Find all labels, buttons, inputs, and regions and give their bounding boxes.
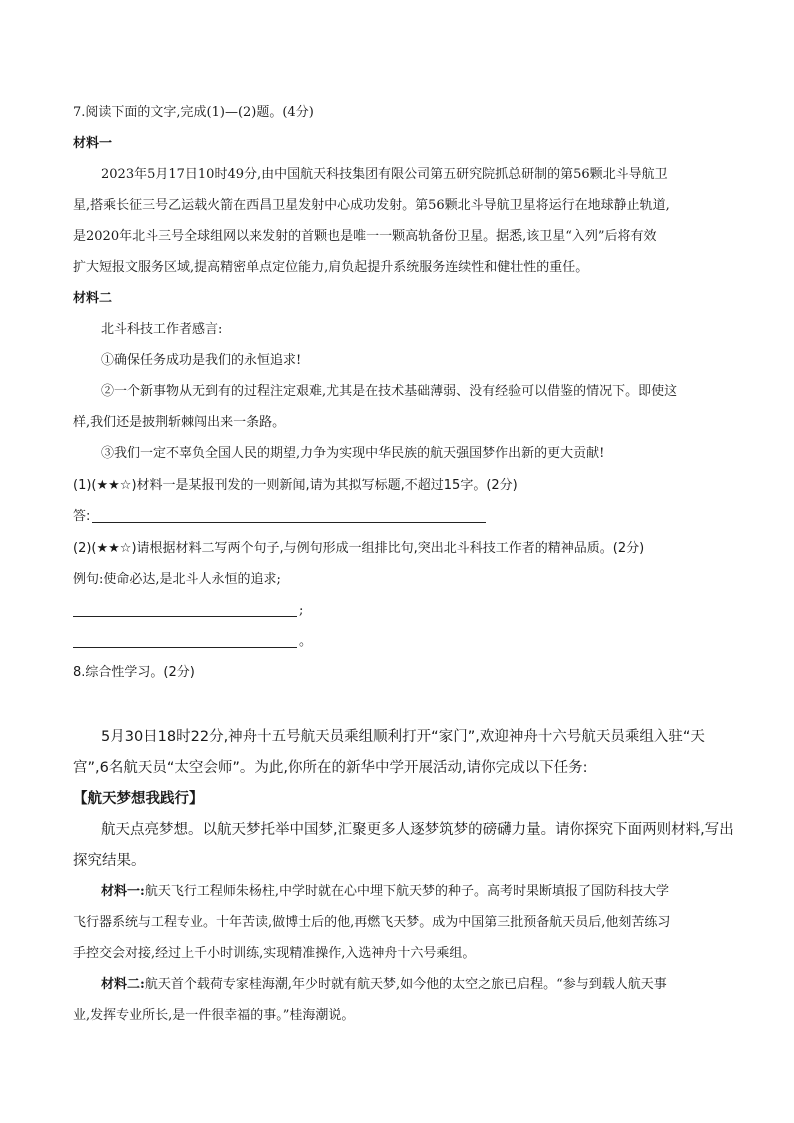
q7-material2-intro: 北斗科技工作者感言: <box>101 322 223 337</box>
q8-material1-line-1 <box>101 883 723 901</box>
q7-material1-line-4: 扩大短报文服务区域,提高精密单点定位能力,肩负起提升系统服务连续性和健壮性的重任。 <box>73 260 589 275</box>
q7-sub-question-1: (1)(★★☆)材料一是某报刊发的一则新闻,请为其拟写标题,不超过15字。(2分) <box>73 478 518 493</box>
q8-material1-line-3: 手控交会对接,经过上千小时训练,实现精准操作,入选神舟十六号乘组。 <box>73 946 476 961</box>
q8-material1-text-1: 航天飞行工程师朱杨柱,中学时就在心中埋下航天梦的种子。高考时果断填报了国防科技大学 <box>144 884 669 899</box>
q8-material2-text-1: 航天首个载荷专家桂海潮,年少时就有航天梦,如今他的太空之旅已启程。“参与到载人航天事 <box>144 977 667 992</box>
q8-material2-label: 材料二: <box>101 977 145 992</box>
q8-task-line-1: 航天点亮梦想。以航天梦托举中国梦,汇聚更多人逐梦筑梦的磅礴力量。请你探究下面两则材料,写出 <box>101 822 734 838</box>
q7-material2-item-3: ③我们一定不辜负全国人民的期望,力争为实现中华民族的航天强国梦作出新的更大贡献! <box>101 446 605 461</box>
q7-header: 7.阅读下面的文字,完成(1)—(2)题。(4分) <box>73 105 314 120</box>
q8-material1-line-2: 飞行器系统与工程专业。十年苦读,做博士后的他,再燃飞天梦。成为中国第三批预备航天员后,他刻苦练习 <box>73 915 671 930</box>
q8-material1-label: 材料一: <box>101 884 145 899</box>
q8-section-title: 【航天梦想我践行】 <box>73 791 204 807</box>
q8-header: 8.综合性学习。(2分) <box>73 665 195 680</box>
q7-material2-title: 材料二 <box>73 291 113 306</box>
q8-task-line-2: 探究结果。 <box>73 853 146 869</box>
q7-material1-line-3: 是2020年北斗三号全球组网以来发射的首颗也是唯一一颗高轨备份卫星。据悉,该卫星“入列”后将有效 <box>73 229 657 244</box>
q7-sub-question-2: (2)(★★☆)请根据材料二写两个句子,与例句形成一组排比句,突出北斗科技工作者的精神品质。(2分) <box>73 541 645 556</box>
q8-material2-line-2: 业,发挥专业所长,是一件很幸福的事。”桂海潮说。 <box>73 1008 355 1023</box>
q7-material1-title: 材料一 <box>73 136 113 151</box>
q8-intro-line-1: 5月30日18时22分,神舟十五号航天员乘组顺利打开“家门”,欢迎神舟十六号航天员乘组入驻“天 <box>101 729 705 745</box>
q7-material2-item-2-line-2: 样,我们还是披荆斩棘闯出来一条路。 <box>73 415 286 430</box>
q7-blank-2-punct: 。 <box>299 634 313 649</box>
q7-answer-label: 答: <box>73 509 91 524</box>
q7-material1-line-2: 星,搭乘长征三号乙运载火箭在西昌卫星发射中心成功发射。第56颗北斗导航卫星将运行在地球静止轨道, <box>73 198 670 213</box>
q7-material2-item-1: ①确保任务成功是我们的永恒追求! <box>101 353 302 368</box>
q7-example-sentence: 例句:使命必达,是北斗人永恒的追求; <box>73 572 281 587</box>
q8-intro-line-2: 宫”,6名航天员“太空会师”。为此,你所在的新华中学开展活动,请你完成以下任务: <box>73 760 588 776</box>
q7-blank-1[interactable] <box>73 616 297 617</box>
q7-material2-item-2-line-1: ②一个新事物从无到有的过程注定艰难,尤其是在技术基础薄弱、没有经验可以借鉴的情况下。即使这 <box>101 384 678 399</box>
q7-answer-blank[interactable] <box>92 522 486 523</box>
q7-material1-line-1: 2023年5月17日10时49分,由中国航天科技集团有限公司第五研究院抓总研制的第56颗北斗导航卫 <box>101 167 668 182</box>
q7-blank-1-punct: ; <box>299 603 304 618</box>
q8-material2-line-1 <box>101 976 723 994</box>
q7-blank-2[interactable] <box>73 647 297 648</box>
